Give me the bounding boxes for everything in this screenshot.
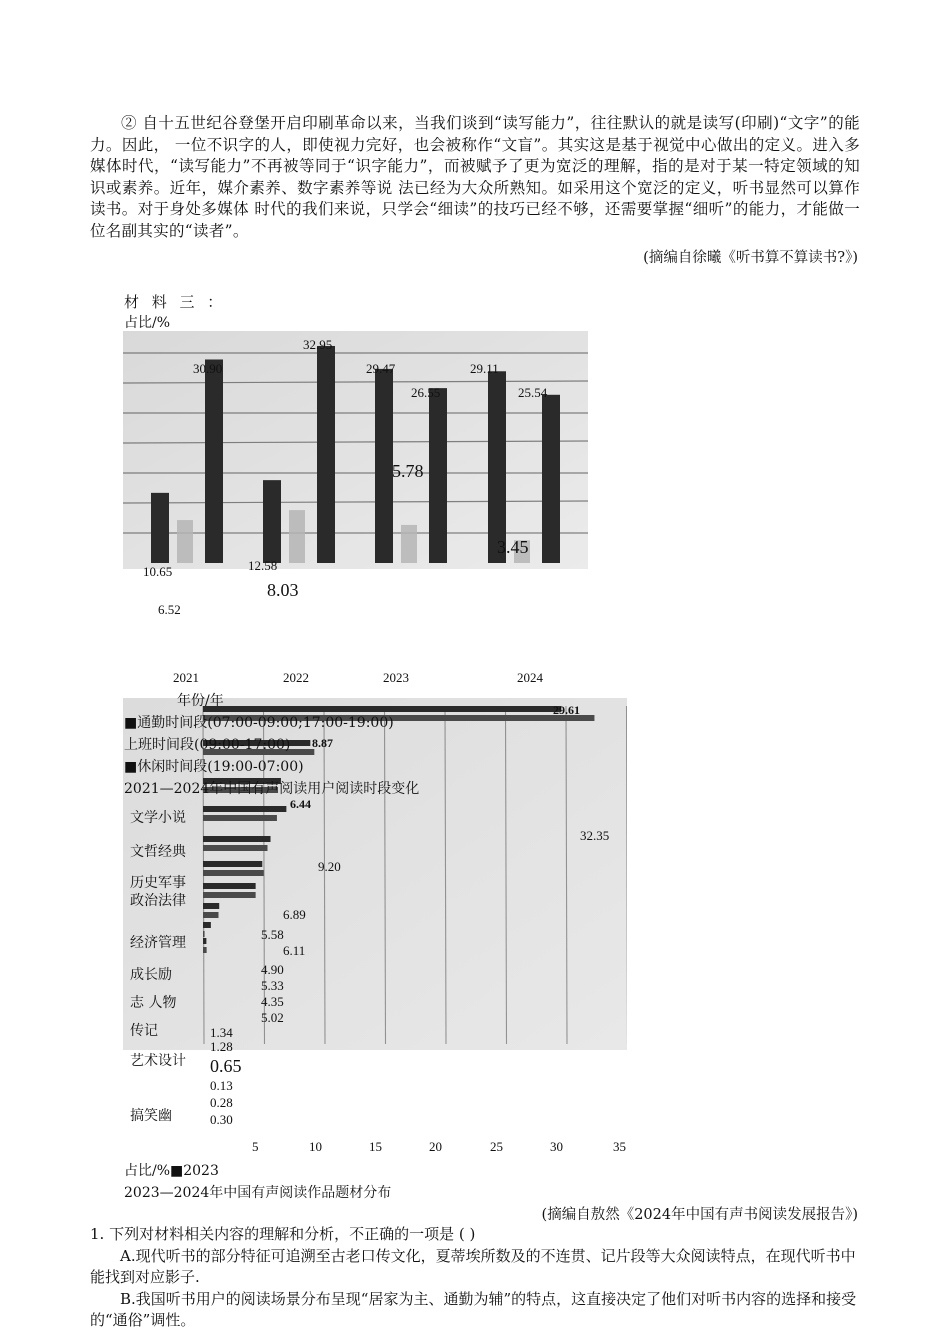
val-literature-2024: 32.35 xyxy=(580,828,610,843)
passage-source: (摘编自徐曦《听书算不算读书?》) xyxy=(643,250,858,266)
option-b[interactable]: B.我国听书用户的阅读场景分布呈现“居家为主、通勤为辅”的特点，这直接决定了他们对听书内容的选择和接受的“通俗”调性。 xyxy=(90,1289,857,1329)
chart1-x-unit: 年份/年 xyxy=(177,693,224,709)
question-stem: 1. 下列对材料相关内容的理解和分析，不正确的一项是 ( ) xyxy=(90,1225,476,1243)
cat-philosophy: 文哲经典 xyxy=(130,844,186,860)
val-philosophy-2024: 9.20 xyxy=(318,859,341,874)
legend-work: 上班时间段(09:00-17:00) xyxy=(124,737,291,753)
x2-tick-30: 30 xyxy=(550,1139,563,1154)
x-tick-2024: 2024 xyxy=(517,670,543,685)
val-literature-2023: 29.61 xyxy=(553,703,580,717)
chart2-bar xyxy=(203,912,218,918)
cat-politics: 政治法律 xyxy=(130,893,186,909)
chart2-bar xyxy=(203,845,267,851)
chart1-bar xyxy=(205,359,223,563)
cat-biography: 志 人物 xyxy=(130,995,177,1011)
label-2023-leisure: 26.55 xyxy=(411,385,441,400)
label-2023-commute: 29.47 xyxy=(366,361,396,376)
chart2-bar xyxy=(203,938,206,944)
x2-tick-5: 5 xyxy=(252,1139,259,1154)
label-2023-work: 5.78 xyxy=(392,461,424,481)
cat-history: 历史军事 xyxy=(130,875,186,891)
label-2022-work: 8.03 xyxy=(267,580,299,600)
label-2024-leisure: 25.54 xyxy=(518,385,548,400)
cat-economics: 经济管理 xyxy=(130,935,186,951)
x2-tick-15: 15 xyxy=(369,1139,382,1154)
label-2024-work: 3.45 xyxy=(497,537,529,557)
chart2-title: 2023—2024年中国有声阅读作品题材分布 xyxy=(124,1185,392,1201)
val-humor-2024: 0.13 xyxy=(210,1078,233,1093)
val-growth-2023: 4.90 xyxy=(261,962,284,977)
label-2021-commute: 10.65 xyxy=(143,564,173,579)
val-economics-2024: 5.33 xyxy=(261,978,284,993)
legend-leisure: ■休闲时间段(19:00-07:00) xyxy=(124,759,304,775)
x2-tick-35: 35 xyxy=(613,1139,626,1154)
cat-art: 艺术设计 xyxy=(130,1053,186,1069)
label-2022-commute: 12.58 xyxy=(248,558,278,573)
val-politics-2023: 6.89 xyxy=(283,907,306,922)
cat-growth: 成长励 xyxy=(130,967,172,983)
label-2021-leisure: 30.90 xyxy=(193,361,223,376)
chart1-bar xyxy=(542,395,560,563)
val-biography-2023: 4.35 xyxy=(261,994,284,1009)
label-2022-leisure: 32.95 xyxy=(303,337,333,352)
chart1-bar xyxy=(263,480,281,563)
x-tick-2023: 2023 xyxy=(383,670,409,685)
x2-tick-25: 25 xyxy=(490,1139,503,1154)
chart2-bar xyxy=(203,947,207,953)
chart1-bar xyxy=(375,369,393,563)
legend-commute: ■通勤时间段(07:00-09:00;17:00-19:00) xyxy=(124,715,394,731)
label-2024-commute: 29.11 xyxy=(470,361,499,376)
val-humor-2023: 0.65 xyxy=(210,1056,242,1076)
val-politics-2024: 6.11 xyxy=(283,943,306,958)
x-tick-2021: 2021 xyxy=(173,670,199,685)
chart2-bar xyxy=(203,870,264,876)
material3-heading: 材 料 三 ： xyxy=(124,293,227,311)
cat-humor: 搞笑幽 xyxy=(130,1108,172,1124)
chart1-y-unit: 占比/% xyxy=(124,315,171,331)
chart1-bar xyxy=(317,346,335,563)
val-growth-2024: 5.02 xyxy=(261,1010,284,1025)
label-2021-work: 6.52 xyxy=(158,602,181,617)
chart1-bar xyxy=(401,525,417,563)
chart2-bar xyxy=(203,931,205,937)
val-art-2024: 1.28 xyxy=(210,1039,233,1054)
chart1-bar xyxy=(177,520,193,563)
val-extra-2: 0.30 xyxy=(210,1112,233,1127)
val-philosophy-2023: 8.87 xyxy=(312,736,333,750)
chart2-bar xyxy=(203,861,262,867)
val-history-2023: 6.44 xyxy=(290,797,311,811)
chart2-source: (摘编自敖然《2024年中国有声书阅读发展报告》) xyxy=(541,1207,858,1223)
chart2-bar xyxy=(203,883,256,889)
chart2-bar xyxy=(203,922,211,928)
val-art-2023: 1.34 xyxy=(210,1025,233,1040)
val-extra-1: 0.28 xyxy=(210,1095,233,1110)
question-block xyxy=(90,1224,865,1332)
chart1-title: 2021—2024年中国有声阅读用户阅读时段变化 xyxy=(124,781,420,797)
chart2-bar xyxy=(203,892,256,898)
chart2-bar xyxy=(203,903,219,909)
chart2-bar xyxy=(203,836,271,842)
chart2-bar xyxy=(203,806,286,812)
cat-biography-2: 传记 xyxy=(130,1023,158,1039)
option-a[interactable]: A.现代听书的部分特征可追溯至古老口传文化，夏蒂埃所数及的不连贯、记片段等大众阅读特点，在现代听书中能找到对应影子. xyxy=(90,1246,856,1286)
chart2-x-unit-legend: 占比/%■2023 xyxy=(124,1163,219,1179)
chart1-bar xyxy=(151,493,169,563)
chart1-bar xyxy=(488,371,506,563)
chart2-bar xyxy=(203,815,277,821)
x-tick-2022: 2022 xyxy=(283,670,309,685)
chart1-bar xyxy=(289,510,305,563)
x2-tick-20: 20 xyxy=(429,1139,442,1154)
x2-tick-10: 10 xyxy=(309,1139,322,1154)
cat-literature: 文学小说 xyxy=(130,810,186,826)
passage-paragraph: ② 自十五世纪谷登堡开启印刷革命以来，当我们谈到“读写能力”，往往默认的就是读写(印刷)“文字”的能力。因此， 一位不识字的人，即使视力完好，也会被称作“文盲”。其实这是基于视觉中心做出的定义。进入多媒体时代，“读写能力”不再被等同于“识字能力”，而被赋予了更为宽泛的理解，指的是对于某一特定领域的知识或素养。近年，媒介素养、数字素养等说 法已经为大众所熟知。如采用这个宽泛的定义，听书显然可以算作读书。对于身处多媒体 时代的我们来说，只学会“细读”的技巧已经不够，还需要掌握“细听”的能力，才能做一位名副其实的“读者”。 xyxy=(90,114,860,240)
chart1-bar xyxy=(429,388,447,563)
val-economics-2023: 5.58 xyxy=(261,927,284,942)
